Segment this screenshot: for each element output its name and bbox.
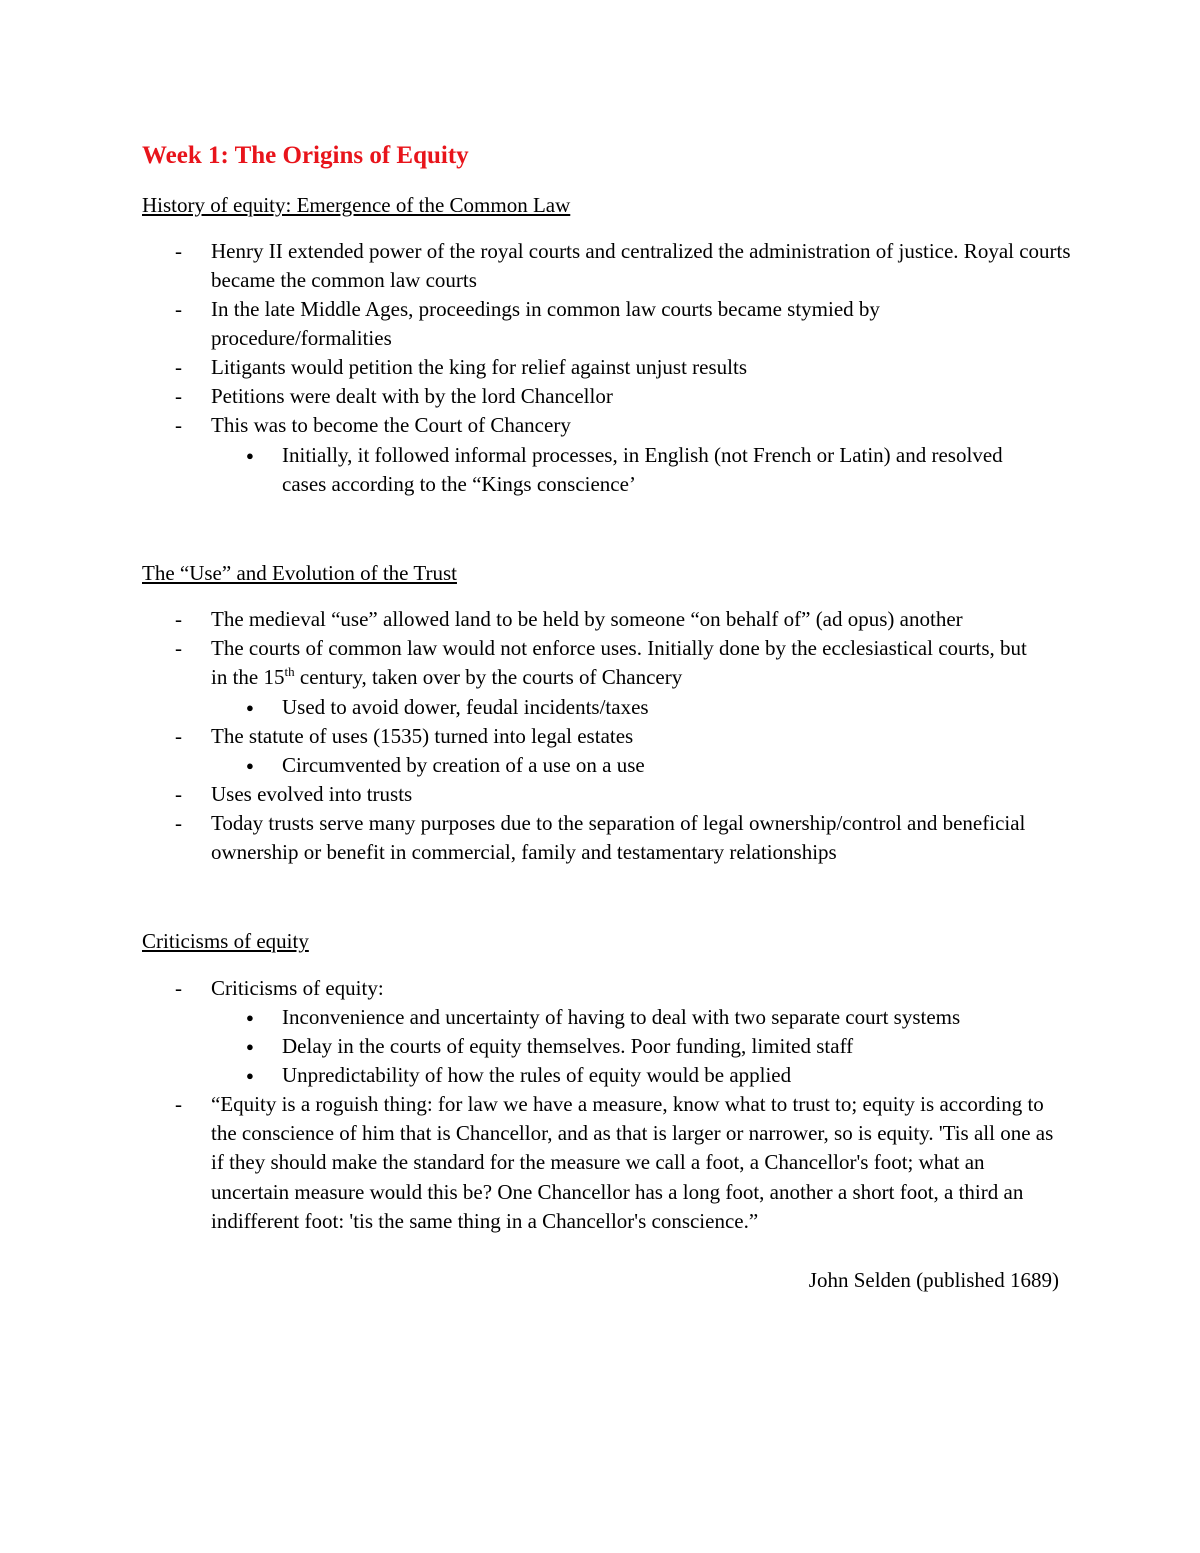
dash-marker: - [175, 239, 182, 263]
section-heading-use-and-trust: The “Use” and Evolution of the Trust [142, 561, 457, 585]
dash-marker: - [175, 724, 182, 748]
document-title: Week 1: The Origins of Equity [142, 142, 469, 169]
bullet-marker: ● [246, 1010, 254, 1025]
list-item: Today trusts serve many purposes due to the separation of legal ownership/control and beneficial ownership or benefit in commercial, family and testamentary relationships [211, 811, 1026, 865]
list-item: Uses evolved into trusts [211, 782, 413, 806]
sub-list-item: Initially, it followed informal processes, in English (not French or Latin) and resolved cases according to the “Kings conscience’ [282, 443, 1003, 497]
superscript: th [284, 664, 295, 680]
dash-marker: - [175, 976, 182, 1000]
sub-list-item: Inconvenience and uncertainty of having to deal with two separate court systems [282, 1005, 961, 1029]
list-item: This was to become the Court of Chancery [211, 413, 571, 437]
list-item-text-tail: century, taken over by the courts of Chancery [294, 665, 683, 690]
dash-marker: - [175, 355, 182, 379]
dash-marker: - [175, 413, 182, 437]
list-item: The medieval “use” allowed land to be held by someone “on behalf of” (ad opus) another [211, 607, 963, 631]
sub-list-item: Used to avoid dower, feudal incidents/taxes [282, 695, 649, 719]
dash-marker: - [175, 1092, 182, 1116]
list-item: Litigants would petition the king for relief against unjust results [211, 355, 747, 379]
quote-item: “Equity is a roguish thing: for law we have a measure, know what to trust to; equity is according to the conscience of him that is Chancellor, and as that is larger or narrower, so is equity. 'Tis all one as if they should make the standard for the measure we call a foot, a Chancellor's foot; what an uncertain measure would this be? One Chancellor has a long foot, another a short foot, a third an indifferent foot: 'tis the same thing in a Chancellor's conscience.” [211, 1092, 1054, 1233]
dash-marker: - [175, 811, 182, 835]
bullet-marker: ● [246, 448, 254, 463]
list-item [211, 634, 1041, 692]
section-heading-history: History of equity: Emergence of the Common Law [142, 193, 571, 217]
dash-marker: - [175, 636, 182, 660]
section-heading-criticisms: Criticisms of equity [142, 929, 309, 953]
bullet-marker: ● [246, 1068, 254, 1083]
dash-marker: - [175, 607, 182, 631]
dash-marker: - [175, 782, 182, 806]
list-item: The statute of uses (1535) turned into legal estates [211, 724, 634, 748]
quote-attribution: John Selden (published 1689) [808, 1268, 1059, 1292]
bullet-marker: ● [246, 700, 254, 715]
sub-list-item: Unpredictability of how the rules of equity would be applied [282, 1063, 792, 1087]
list-item: Henry II extended power of the royal courts and centralized the administration of justice. Royal courts became the common law courts [211, 239, 1071, 293]
list-item: In the late Middle Ages, proceedings in common law courts became stymied by procedure/formalities [211, 297, 880, 351]
bullet-marker: ● [246, 1039, 254, 1054]
list-item: Criticisms of equity: [211, 976, 384, 1000]
sub-list-item: Circumvented by creation of a use on a use [282, 753, 645, 777]
list-item: Petitions were dealt with by the lord Chancellor [211, 384, 613, 408]
list-item-text: The courts of common law would not enforce uses. Initially done by the ecclesiastical courts, but in the 15 [211, 636, 1027, 690]
bullet-marker: ● [246, 758, 254, 773]
sub-list-item: Delay in the courts of equity themselves. Poor funding, limited staff [282, 1034, 854, 1058]
dash-marker: - [175, 297, 182, 321]
dash-marker: - [175, 384, 182, 408]
